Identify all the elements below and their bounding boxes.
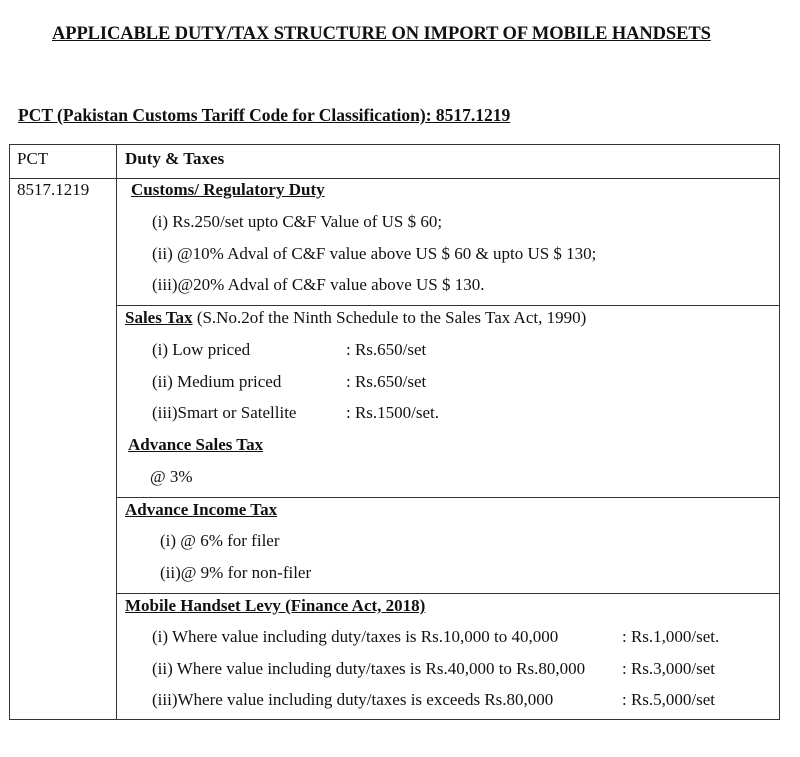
advance-income-tax-item: (ii)@ 9% for non-filer (160, 563, 312, 582)
levy-item-value: : Rs.3,000/set (622, 659, 716, 678)
advance-income-tax-heading: Advance Income Tax (125, 500, 278, 519)
levy-heading: Mobile Handset Levy (Finance Act, 2018) (125, 596, 426, 615)
levy-item-label: (iii)Where value including duty/taxes is exceeds Rs.80,000 (152, 690, 554, 709)
levy-item-value: : Rs.5,000/set (622, 690, 716, 709)
customs-item: (i) Rs.250/set upto C&F Value of US $ 60; (152, 212, 443, 231)
customs-heading: Customs/ Regulatory Duty (131, 180, 325, 199)
sales-tax-item-value: : Rs.650/set (346, 340, 427, 359)
section-divider-income-tax (116, 497, 779, 498)
sales-tax-heading-row (125, 308, 586, 328)
header-pct: PCT (17, 149, 49, 168)
pct-classification-line: PCT (Pakistan Customs Tariff Code for Classification): 8517.1219 (18, 105, 511, 125)
header-row-divider (10, 178, 779, 179)
advance-sales-tax-value: @ 3% (150, 467, 193, 486)
sales-tax-item-label: (i) Low priced (152, 340, 251, 359)
sales-tax-note: (S.No.2of the Ninth Schedule to the Sales Tax Act, 1990) (192, 308, 587, 327)
section-divider-levy (116, 593, 779, 594)
levy-item-label: (i) Where value including duty/taxes is Rs.10,000 to 40,000 (152, 627, 559, 646)
levy-item-value: : Rs.1,000/set. (622, 627, 720, 646)
sales-tax-item-value: : Rs.650/set (346, 372, 427, 391)
sales-tax-item-value: : Rs.1500/set. (346, 403, 440, 422)
pct-code: 8517.1219 (17, 180, 90, 199)
header-duty-taxes: Duty & Taxes (125, 149, 225, 168)
sales-tax-item-label: (ii) Medium priced (152, 372, 282, 391)
levy-item-label: (ii) Where value including duty/taxes is Rs.40,000 to Rs.80,000 (152, 659, 586, 678)
document-title: APPLICABLE DUTY/TAX STRUCTURE ON IMPORT OF MOBILE HANDSETS (52, 24, 711, 44)
sales-tax-item-label: (iii)Smart or Satellite (152, 403, 297, 422)
column-divider (116, 145, 117, 719)
section-divider-sales-tax (116, 305, 779, 306)
customs-item: (ii) @10% Adval of C&F value above US $ 60 & upto US $ 130; (152, 244, 597, 263)
duty-tax-table (9, 144, 780, 720)
sales-tax-heading: Sales Tax (125, 308, 193, 327)
advance-income-tax-item: (i) @ 6% for filer (160, 531, 280, 550)
customs-item: (iii)@20% Adval of C&F value above US $ 130. (152, 275, 485, 294)
advance-sales-tax-heading: Advance Sales Tax (128, 435, 264, 454)
